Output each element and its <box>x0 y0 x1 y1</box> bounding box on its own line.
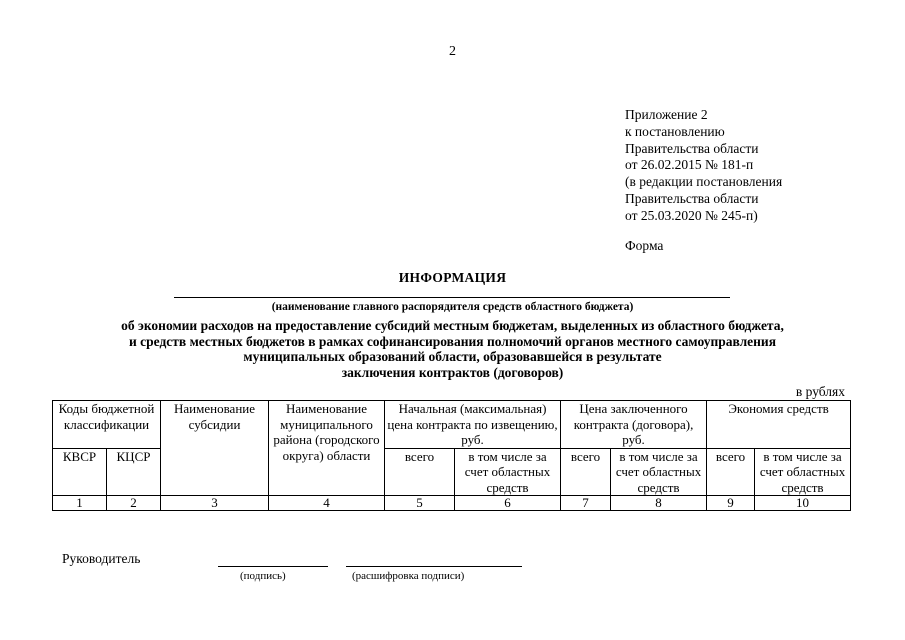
header-incl-regional: в том числе за счет областных средств <box>755 448 851 496</box>
signature-caption: (подпись) <box>240 570 286 582</box>
appendix-line: от 25.03.2020 № 245-п) <box>625 207 758 223</box>
column-number-row <box>53 496 851 511</box>
decode-caption: (расшифровка подписи) <box>352 570 465 582</box>
appendix-block <box>625 107 782 225</box>
appendix-line: от 26.02.2015 № 181-п <box>625 157 754 173</box>
column-number: 10 <box>755 496 851 511</box>
column-number: 4 <box>269 496 385 511</box>
title-underline <box>174 297 730 298</box>
header-initial-price: Начальная (максимальная) цена контракта по извещению, руб. <box>385 401 561 449</box>
manager-label: Руководитель <box>62 551 141 566</box>
signature-line <box>218 566 328 567</box>
column-number: 6 <box>455 496 561 511</box>
header-codes: Коды бюджетной классификации <box>53 401 161 449</box>
header-total: всего <box>561 448 611 496</box>
column-number: 8 <box>611 496 707 511</box>
header-incl-regional: в том числе за счет областных средств <box>611 448 707 496</box>
units-label: в рублях <box>795 384 845 399</box>
header-district-name: Наименование муниципального района (городского округа) области <box>269 401 385 496</box>
column-number: 3 <box>161 496 269 511</box>
column-number: 9 <box>707 496 755 511</box>
title-caption: (наименование главного распорядителя средств областного бюджета) <box>271 301 634 313</box>
header-kcsr: КЦСР <box>107 448 161 496</box>
column-number: 2 <box>107 496 161 511</box>
subtitle-line: муниципальных образований области, образовавшейся в результате <box>243 349 662 365</box>
table-header-row <box>53 401 851 449</box>
appendix-line: (в редакции постановления <box>625 174 783 190</box>
subtitle-line: заключения контрактов (договоров) <box>341 364 564 380</box>
header-incl-regional: в том числе за счет областных средств <box>455 448 561 496</box>
header-contract-price: Цена заключенного контракта (договора), руб. <box>561 401 707 449</box>
header-savings: Экономия средств <box>707 401 851 449</box>
header-total: всего <box>707 448 755 496</box>
subtitle-line: об экономии расходов на предоставление субсидий местным бюджетам, выделенных из областного бюджета, <box>121 318 784 333</box>
form-label: Форма <box>625 238 664 253</box>
header-kvsr: КВСР <box>53 448 107 496</box>
column-number: 5 <box>385 496 455 511</box>
appendix-line: к постановлению <box>625 123 725 139</box>
header-subsidy-name: Наименование субсидии <box>161 401 269 496</box>
header-total: всего <box>385 448 455 496</box>
appendix-line: Правительства области <box>625 190 759 206</box>
decode-line <box>346 566 522 567</box>
info-table <box>52 400 851 511</box>
page-number: 2 <box>449 44 456 59</box>
document-title: ИНФОРМАЦИЯ <box>398 270 507 285</box>
column-number: 7 <box>561 496 611 511</box>
appendix-line: Приложение 2 <box>625 107 708 122</box>
document-subtitle <box>0 318 905 380</box>
subtitle-line: и средств местных бюджетов в рамках софинансирования полномочий органов местного самоуправления <box>128 333 777 349</box>
column-number: 1 <box>53 496 107 511</box>
appendix-line: Правительства области <box>625 140 759 156</box>
